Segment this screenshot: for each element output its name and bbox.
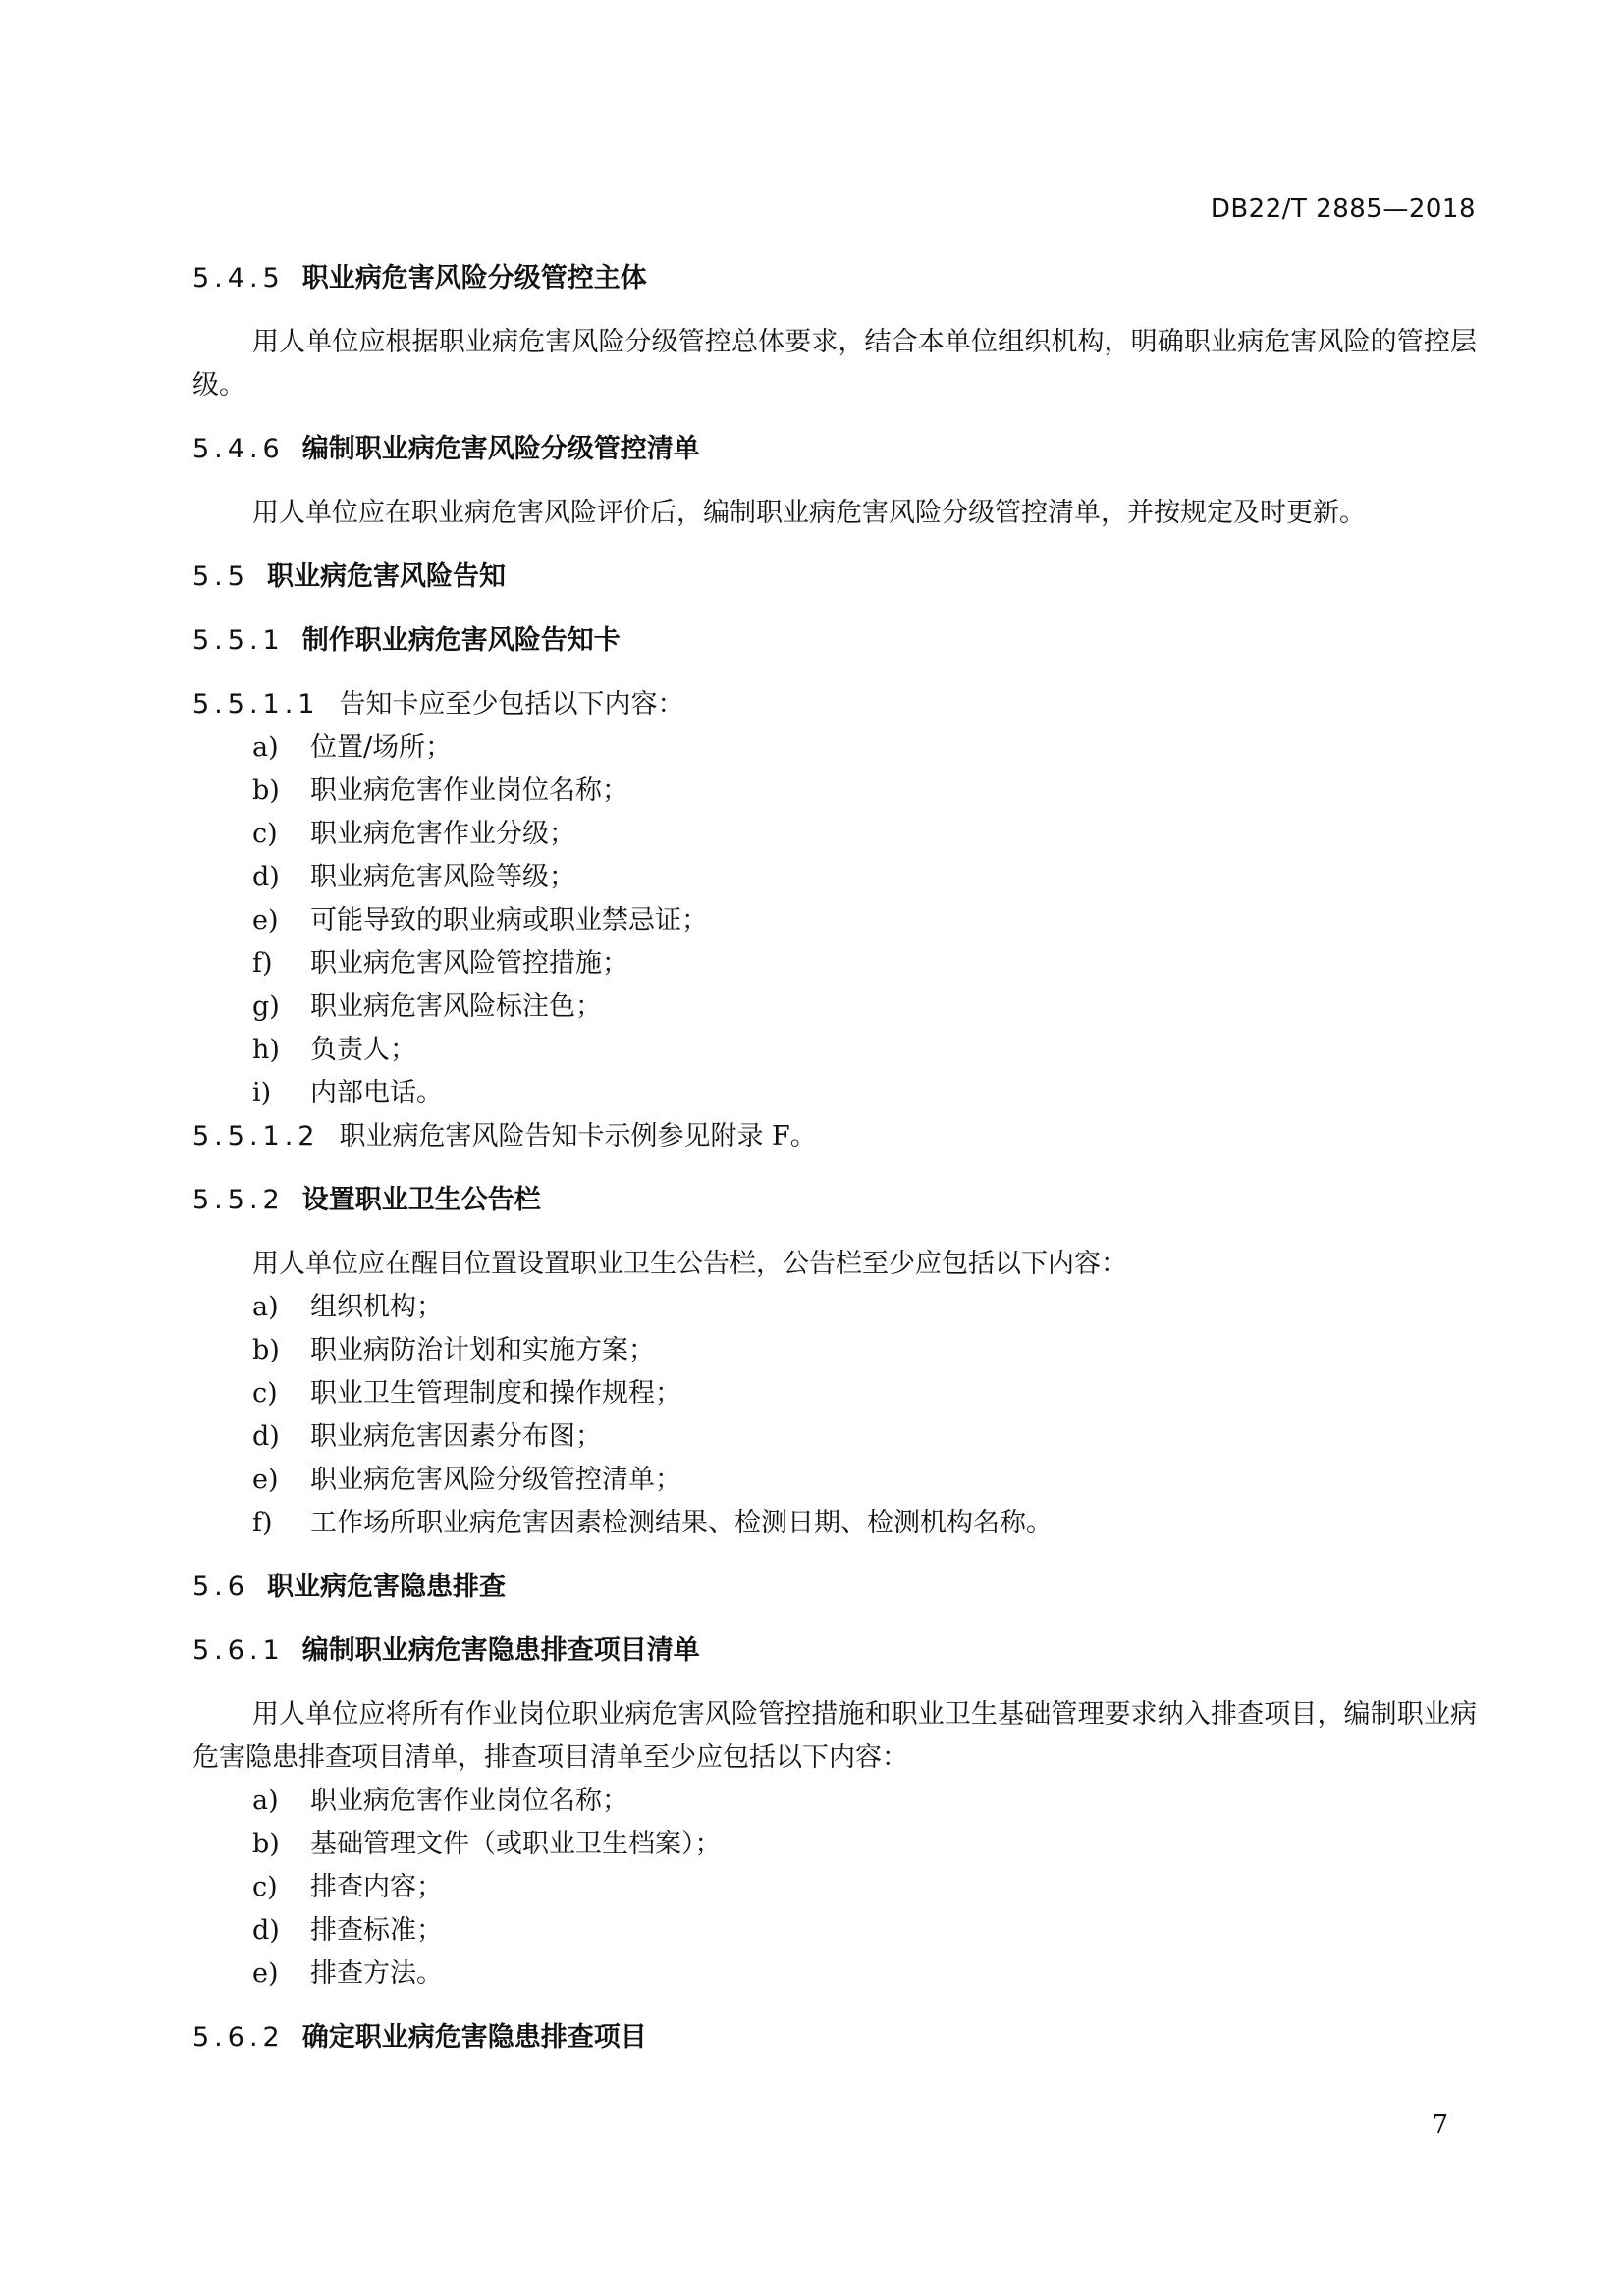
- heading-title: 编制职业病危害风险分级管控清单: [301, 434, 700, 464]
- list-item: [252, 1780, 1477, 1823]
- clause-5-5-1-2: [192, 1115, 1477, 1158]
- heading-title: 制作职业病危害风险告知卡: [301, 625, 621, 656]
- list-marker: c): [252, 1378, 278, 1409]
- list-marker: a): [252, 1786, 279, 1816]
- list-item: [252, 1909, 1477, 1952]
- clause-5-5-1-1: [192, 683, 1477, 726]
- list-marker: d): [252, 1421, 280, 1452]
- paragraph-5-5-2: 用人单位应在醒目位置设置职业卫生公告栏，公告栏至少应包括以下内容：: [252, 1249, 1127, 1279]
- list-marker: d): [252, 862, 280, 892]
- list-text: 排查内容；: [310, 1872, 443, 1902]
- list-marker: i): [252, 1078, 272, 1108]
- list-marker: d): [252, 1915, 280, 1946]
- list-marker: b): [252, 1335, 280, 1365]
- list-item: [252, 856, 1477, 899]
- list-item: [252, 942, 1477, 986]
- heading-title: 职业病危害隐患排查: [266, 1572, 506, 1602]
- list-marker: e): [252, 1958, 279, 1989]
- heading-5-5: [192, 556, 1477, 599]
- list-text: 职业病危害作业岗位名称；: [310, 775, 628, 806]
- heading-title: 职业病危害风险告知: [266, 561, 506, 592]
- list-item: [252, 770, 1477, 813]
- page-number: 7: [1432, 2110, 1448, 2140]
- heading-5-5-1: [192, 619, 1477, 663]
- list-item: [252, 899, 1477, 942]
- list-text: 职业病危害作业分级；: [310, 819, 575, 849]
- list-marker: e): [252, 905, 279, 935]
- list-text: 职业病防治计划和实施方案；: [310, 1335, 655, 1365]
- list-marker: a): [252, 732, 279, 763]
- clause-number: 5.6.1: [192, 1635, 285, 1666]
- list-text: 职业病危害风险等级；: [310, 862, 575, 892]
- heading-5-6-2: [192, 2016, 1477, 2059]
- list-item: [252, 1459, 1477, 1502]
- list-item: [252, 1072, 1477, 1115]
- list-item: [252, 1029, 1477, 1072]
- list-text: 职业病危害风险标注色；: [310, 991, 602, 1022]
- list-text: 排查方法。: [310, 1958, 443, 1989]
- list-marker: a): [252, 1292, 279, 1322]
- list-marker: g): [252, 991, 280, 1022]
- list-text: 负责人；: [310, 1035, 416, 1065]
- clause-number: 5.5.1: [192, 625, 285, 656]
- list-item: [252, 726, 1477, 770]
- list-text: 内部电话。: [310, 1078, 443, 1108]
- clause-number: 5.5.1.1: [192, 689, 320, 720]
- list-text: 职业卫生管理制度和操作规程；: [310, 1378, 681, 1409]
- list-item: [252, 1415, 1477, 1459]
- heading-title: 设置职业卫生公告栏: [301, 1185, 541, 1215]
- list-marker: c): [252, 1872, 278, 1902]
- list-item: [252, 1823, 1477, 1866]
- heading-5-6-1: [192, 1629, 1477, 1673]
- clause-text: 职业病危害风险告知卡示例参见附录 F。: [339, 1121, 817, 1151]
- list-item: [252, 813, 1477, 856]
- list-5-6-1: [192, 1780, 1477, 1996]
- heading-5-4-6: [192, 428, 1477, 471]
- list-item: [252, 1372, 1477, 1415]
- heading-5-4-5: [192, 257, 1477, 300]
- list-item: [252, 1502, 1477, 1545]
- list-item: [252, 986, 1477, 1029]
- heading-5-5-2: [192, 1179, 1477, 1222]
- list-marker: b): [252, 1829, 280, 1859]
- list-text: 排查标准；: [310, 1915, 443, 1946]
- clause-text: 告知卡应至少包括以下内容：: [339, 689, 684, 720]
- list-item: [252, 1329, 1477, 1372]
- clause-number: 5.6: [192, 1572, 249, 1602]
- list-text: 基础管理文件（或职业卫生档案）；: [310, 1829, 722, 1859]
- list-item: [252, 1286, 1477, 1329]
- list-text: 职业病危害风险分级管控清单；: [310, 1465, 681, 1495]
- clause-number: 5.4.5: [192, 263, 285, 294]
- list-marker: c): [252, 819, 278, 849]
- clause-number: 5.5.2: [192, 1185, 285, 1215]
- list-text: 职业病危害风险管控措施；: [310, 948, 628, 979]
- heading-title: 编制职业病危害隐患排查项目清单: [301, 1635, 700, 1666]
- list-text: 可能导致的职业病或职业禁忌证；: [310, 905, 708, 935]
- clause-number: 5.5: [192, 561, 249, 592]
- paragraph-5-4-5: 用人单位应根据职业病危害风险分级管控总体要求，结合本单位组织机构，明确职业病危害风险的管控层级。: [192, 327, 1477, 400]
- paragraph-5-4-6: 用人单位应在职业病危害风险评价后，编制职业病危害风险分级管控清单，并按规定及时更新。: [252, 498, 1366, 528]
- list-text: 位置/场所；: [310, 732, 453, 763]
- list-5-5-1-1: [192, 726, 1477, 1115]
- paragraph-5-6-1: 用人单位应将所有作业岗位职业病危害风险管控措施和职业卫生基础管理要求纳入排查项目，编制职业病危害隐患排查项目清单，排查项目清单至少应包括以下内容：: [192, 1699, 1477, 1773]
- list-marker: e): [252, 1465, 279, 1495]
- list-text: 工作场所职业病危害因素检测结果、检测日期、检测机构名称。: [310, 1508, 1053, 1538]
- list-item: [252, 1866, 1477, 1909]
- list-marker: f): [252, 948, 273, 979]
- clause-number: 5.5.1.2: [192, 1121, 320, 1151]
- clause-number: 5.4.6: [192, 434, 285, 464]
- list-marker: b): [252, 775, 280, 806]
- heading-5-6: [192, 1566, 1477, 1609]
- list-text: 职业病危害因素分布图；: [310, 1421, 602, 1452]
- document-body: [192, 257, 1477, 2059]
- list-5-5-2: [192, 1286, 1477, 1545]
- list-marker: h): [252, 1035, 280, 1065]
- heading-title: 职业病危害风险分级管控主体: [301, 263, 647, 294]
- clause-number: 5.6.2: [192, 2022, 285, 2053]
- list-text: 组织机构；: [310, 1292, 443, 1322]
- list-item: [252, 1952, 1477, 1996]
- document-code: DB22/T 2885—2018: [1210, 194, 1476, 224]
- list-text: 职业病危害作业岗位名称；: [310, 1786, 628, 1816]
- heading-title: 确定职业病危害隐患排查项目: [301, 2022, 647, 2053]
- list-marker: f): [252, 1508, 273, 1538]
